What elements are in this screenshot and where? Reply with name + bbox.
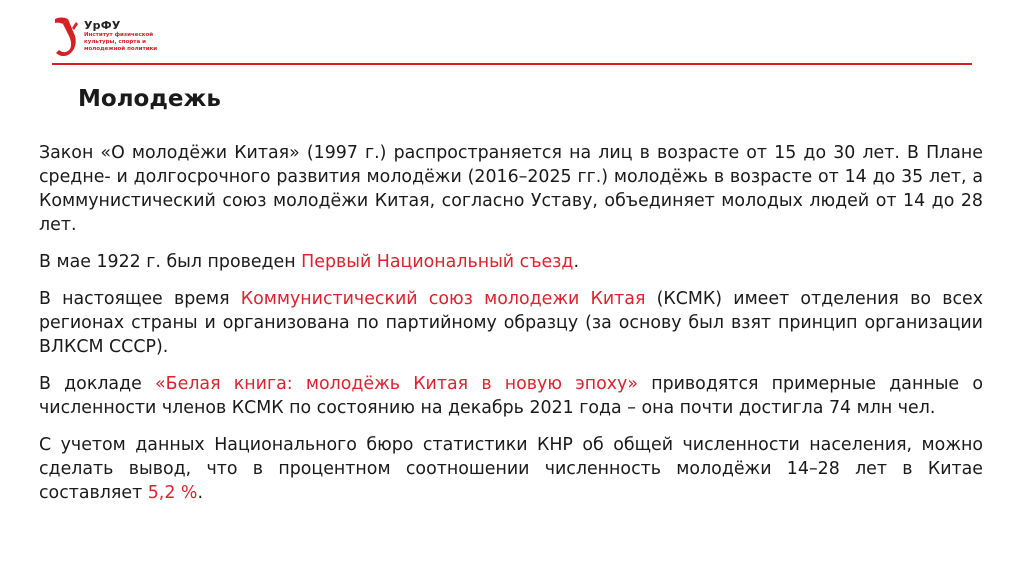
urfu-logo-icon <box>52 16 80 58</box>
logo-brand: УрФУ <box>84 19 121 32</box>
text: . <box>197 483 203 503</box>
logo-subtitle: Институт физической культуры, спорта и молодежной политики <box>84 32 158 52</box>
slide-body <box>39 141 983 518</box>
highlight-first-congress: Первый Национальный съезд <box>301 252 574 272</box>
header-divider <box>52 63 972 65</box>
slide-title: Молодежь <box>78 86 221 112</box>
text: В мае 1922 г. был проведен <box>39 252 302 272</box>
paragraph-law: Закон «О молодёжи Китая» (1997 г.) распространяется на лиц в возрасте от 15 до 30 лет. В Плане средне- и долгосрочного развития молодёжи (2016–2025 гг.) молодёжь в возрасте от 14 до 35 лет, а Коммунистический союз молодёжи Китая, согласно Уставу, объединяет молодых людей от 14 до 28 лет. <box>39 143 983 235</box>
highlight-white-paper: «Белая книга: молодёжь Китая в новую эпоху» <box>155 374 638 394</box>
text: В докладе <box>39 374 156 394</box>
highlight-percentage: 5,2 % <box>147 483 198 503</box>
paragraph-league <box>39 287 983 359</box>
text: . <box>573 252 579 272</box>
text: С учетом данных Национального бюро статистики КНР об общей численности населения, можно сделать вывод, что в процентном соотношении численность молодёжи 14–28 лет в Китае составляет <box>39 435 983 503</box>
paragraph-statistics <box>39 433 983 505</box>
text: (КСМК) имеет отделения во всех регионах страны и организована по партийному образцу (за основу был взят принцип организации ВЛКСМ СССР). <box>39 289 983 357</box>
text: В настоящее время <box>39 289 241 309</box>
highlight-youth-league: Коммунистический союз молодежи Китая <box>240 289 646 309</box>
paragraph-congress <box>39 250 983 274</box>
paragraph-white-paper <box>39 372 983 420</box>
text: приводятся примерные данные о численности членов КСМК по состоянию на декабрь 2021 года – она почти достигла 74 млн чел. <box>39 374 983 418</box>
